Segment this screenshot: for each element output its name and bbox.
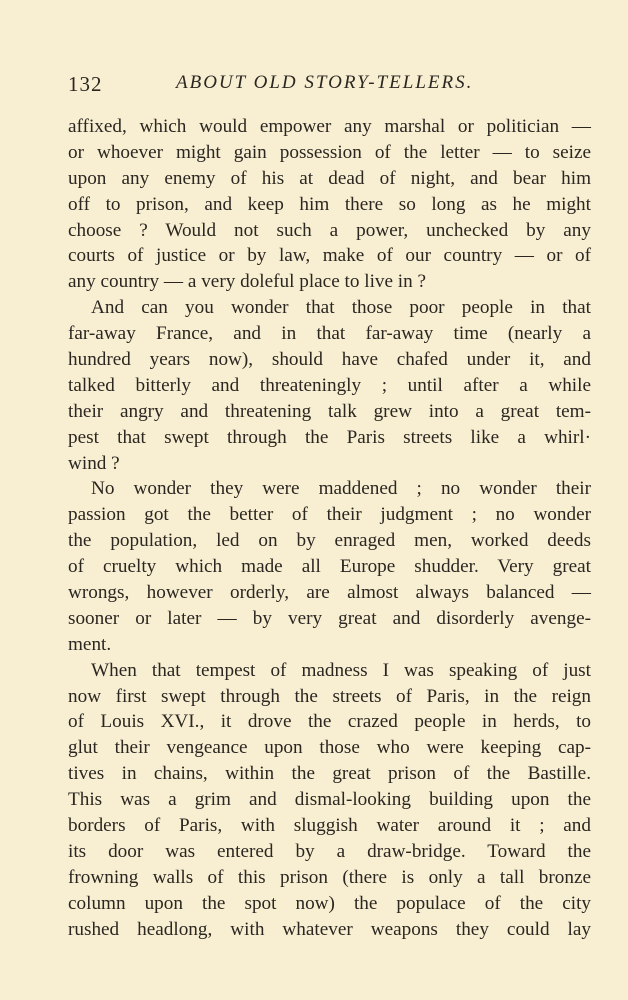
text-line: or whoever might gain possession of the letter — to seize	[68, 141, 591, 163]
text-line: courts of justice or by law, make of our country — or of	[68, 245, 591, 267]
text-line: of Louis XVI., it drove the crazed people in herds, to	[68, 711, 591, 733]
text-line: passion got the better of their judgment ; no wonder	[68, 504, 591, 526]
text-line: off to prison, and keep him there so long as he might	[68, 193, 591, 215]
text-line: tives in chains, within the great prison of the Bastille.	[68, 763, 591, 785]
text-line: upon any enemy of his at dead of night, and bear him	[68, 167, 591, 189]
text-line: glut their vengeance upon those who were keeping cap-	[68, 737, 591, 759]
paragraph	[68, 295, 591, 476]
text-line: This was a grim and dismal-looking building upon the	[68, 789, 591, 811]
text-line: rushed headlong, with whatever weapons they could lay	[68, 918, 591, 940]
paragraph	[68, 114, 591, 295]
paragraph	[68, 658, 591, 943]
text-line: their angry and threatening talk grew into a great tem-	[68, 400, 591, 422]
text-line: now first swept through the streets of Paris, in the reign	[68, 685, 591, 707]
page-number: 132	[68, 72, 103, 96]
text-line: pest that swept through the Paris streets like a whirl·	[68, 426, 591, 448]
text-line: talked bitterly and threateningly ; until after a while	[68, 374, 591, 396]
paragraph	[68, 476, 591, 657]
body-text	[68, 114, 591, 943]
text-line: affixed, which would empower any marshal or politician —	[68, 116, 591, 137]
text-line: any country — a very doleful place to live in ?	[68, 271, 427, 293]
text-line: the population, led on by enraged men, worked deeds	[68, 530, 591, 552]
text-line: wind ?	[68, 452, 120, 474]
running-head: ABOUT OLD STORY-TELLERS.	[176, 72, 474, 93]
text-line: far-away France, and in that far-away time (nearly a	[68, 323, 591, 345]
text-line: its door was entered by a draw-bridge. Toward the	[68, 840, 591, 862]
text-line: frowning walls of this prison (there is only a tall bronze	[68, 866, 591, 888]
page-header	[68, 72, 592, 96]
text-line: of cruelty which made all Europe shudder. Very great	[68, 556, 591, 578]
text-line: column upon the spot now) the populace of the city	[68, 892, 591, 914]
text-line: wrongs, however orderly, are almost always balanced —	[68, 582, 591, 604]
text-line: When that tempest of madness I was speaking of just	[91, 659, 591, 681]
text-line: ment.	[68, 633, 112, 655]
text-line: choose ? Would not such a power, unchecked by any	[68, 219, 591, 241]
text-line: And can you wonder that those poor people in that	[91, 297, 591, 319]
text-line: borders of Paris, with sluggish water around it ; and	[68, 815, 591, 837]
text-line: No wonder they were maddened ; no wonder their	[91, 478, 591, 500]
text-line: hundred years now), should have chafed under it, and	[68, 349, 591, 371]
text-line: sooner or later — by very great and disorderly avenge-	[68, 607, 591, 629]
